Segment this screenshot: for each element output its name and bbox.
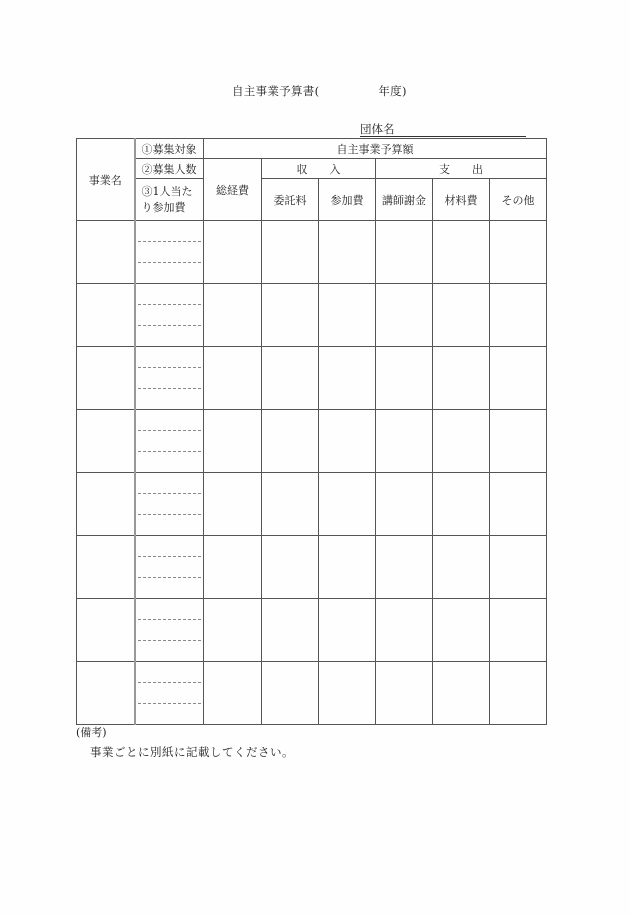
cell-project-name[interactable]: [77, 410, 135, 473]
table-row: [77, 347, 547, 410]
dashed-divider: [138, 325, 202, 326]
header-commission: 委託料: [262, 179, 319, 221]
cell-project-name[interactable]: [77, 536, 135, 599]
dashed-divider: [138, 556, 202, 557]
header-participation: 参加費: [319, 179, 376, 221]
cell-project-name[interactable]: [77, 599, 135, 662]
budget-table: [76, 138, 547, 725]
cell-items[interactable]: [135, 347, 204, 410]
cell-lecturer[interactable]: [376, 284, 433, 347]
notes-heading: (備考): [76, 726, 107, 739]
cell-participation[interactable]: [319, 221, 376, 284]
cell-commission[interactable]: [262, 662, 319, 725]
table-row: [77, 599, 547, 662]
cell-other[interactable]: [490, 347, 547, 410]
cell-project-name[interactable]: [77, 347, 135, 410]
table-row: [77, 536, 547, 599]
cell-commission[interactable]: [262, 536, 319, 599]
cell-participation[interactable]: [319, 347, 376, 410]
cell-participation[interactable]: [319, 662, 376, 725]
header-materials: 材料費: [433, 179, 490, 221]
cell-commission[interactable]: [262, 221, 319, 284]
cell-materials[interactable]: [433, 347, 490, 410]
header-item3: ③1人当たり参加費: [135, 179, 204, 221]
cell-materials[interactable]: [433, 599, 490, 662]
cell-commission[interactable]: [262, 347, 319, 410]
cell-items[interactable]: [135, 536, 204, 599]
cell-other[interactable]: [490, 662, 547, 725]
cell-items[interactable]: [135, 662, 204, 725]
cell-total[interactable]: [204, 536, 262, 599]
cell-materials[interactable]: [433, 536, 490, 599]
dashed-divider: [138, 682, 202, 683]
cell-materials[interactable]: [433, 410, 490, 473]
cell-lecturer[interactable]: [376, 599, 433, 662]
cell-materials[interactable]: [433, 284, 490, 347]
cell-project-name[interactable]: [77, 473, 135, 536]
dashed-divider: [138, 430, 202, 431]
cell-project-name[interactable]: [77, 221, 135, 284]
dashed-divider: [138, 388, 202, 389]
dashed-divider: [138, 514, 202, 515]
header-project-name: 事業名: [77, 139, 135, 221]
cell-other[interactable]: [490, 473, 547, 536]
cell-commission[interactable]: [262, 284, 319, 347]
cell-other[interactable]: [490, 536, 547, 599]
table-row: [77, 221, 547, 284]
cell-total[interactable]: [204, 347, 262, 410]
cell-materials[interactable]: [433, 662, 490, 725]
cell-total[interactable]: [204, 221, 262, 284]
header-expense: 支 出: [376, 159, 547, 179]
cell-total[interactable]: [204, 599, 262, 662]
header-total: 総経費: [204, 159, 262, 221]
dashed-divider: [138, 577, 202, 578]
table-row: [77, 473, 547, 536]
cell-items[interactable]: [135, 473, 204, 536]
cell-participation[interactable]: [319, 410, 376, 473]
header-lecturer: 講師謝金: [376, 179, 433, 221]
dashed-divider: [138, 241, 202, 242]
cell-lecturer[interactable]: [376, 662, 433, 725]
cell-participation[interactable]: [319, 599, 376, 662]
document-title: 自主事業予算書( 年度): [232, 84, 407, 98]
cell-total[interactable]: [204, 284, 262, 347]
cell-items[interactable]: [135, 599, 204, 662]
organization-name-field[interactable]: [360, 122, 526, 137]
cell-commission[interactable]: [262, 599, 319, 662]
cell-participation[interactable]: [319, 473, 376, 536]
cell-other[interactable]: [490, 284, 547, 347]
cell-other[interactable]: [490, 221, 547, 284]
cell-total[interactable]: [204, 662, 262, 725]
cell-total[interactable]: [204, 473, 262, 536]
table-row: [77, 410, 547, 473]
cell-participation[interactable]: [319, 284, 376, 347]
dashed-divider: [138, 451, 202, 452]
cell-lecturer[interactable]: [376, 347, 433, 410]
dashed-divider: [138, 304, 202, 305]
cell-items[interactable]: [135, 410, 204, 473]
dashed-divider: [138, 619, 202, 620]
cell-items[interactable]: [135, 221, 204, 284]
header-other: その他: [490, 179, 547, 221]
cell-commission[interactable]: [262, 410, 319, 473]
dashed-divider: [138, 367, 202, 368]
cell-project-name[interactable]: [77, 662, 135, 725]
header-income: 収 入: [262, 159, 376, 179]
organization-label: 団体名: [360, 122, 395, 136]
header-item1: ①募集対象: [135, 139, 204, 159]
dashed-divider: [138, 262, 202, 263]
cell-lecturer[interactable]: [376, 536, 433, 599]
cell-items[interactable]: [135, 284, 204, 347]
cell-project-name[interactable]: [77, 284, 135, 347]
dashed-divider: [138, 703, 202, 704]
cell-total[interactable]: [204, 410, 262, 473]
table-row: [77, 662, 547, 725]
dashed-divider: [138, 493, 202, 494]
cell-participation[interactable]: [319, 536, 376, 599]
table-row: [77, 284, 547, 347]
header-budget: 自主事業予算額: [204, 139, 547, 159]
cell-lecturer[interactable]: [376, 410, 433, 473]
cell-commission[interactable]: [262, 473, 319, 536]
cell-other[interactable]: [490, 599, 547, 662]
cell-materials[interactable]: [433, 473, 490, 536]
notes-text: 事業ごとに別紙に記載してください。: [90, 745, 294, 759]
cell-materials[interactable]: [433, 221, 490, 284]
header-item2: ②募集人数: [135, 159, 204, 179]
cell-lecturer[interactable]: [376, 221, 433, 284]
dashed-divider: [138, 640, 202, 641]
cell-other[interactable]: [490, 410, 547, 473]
cell-lecturer[interactable]: [376, 473, 433, 536]
